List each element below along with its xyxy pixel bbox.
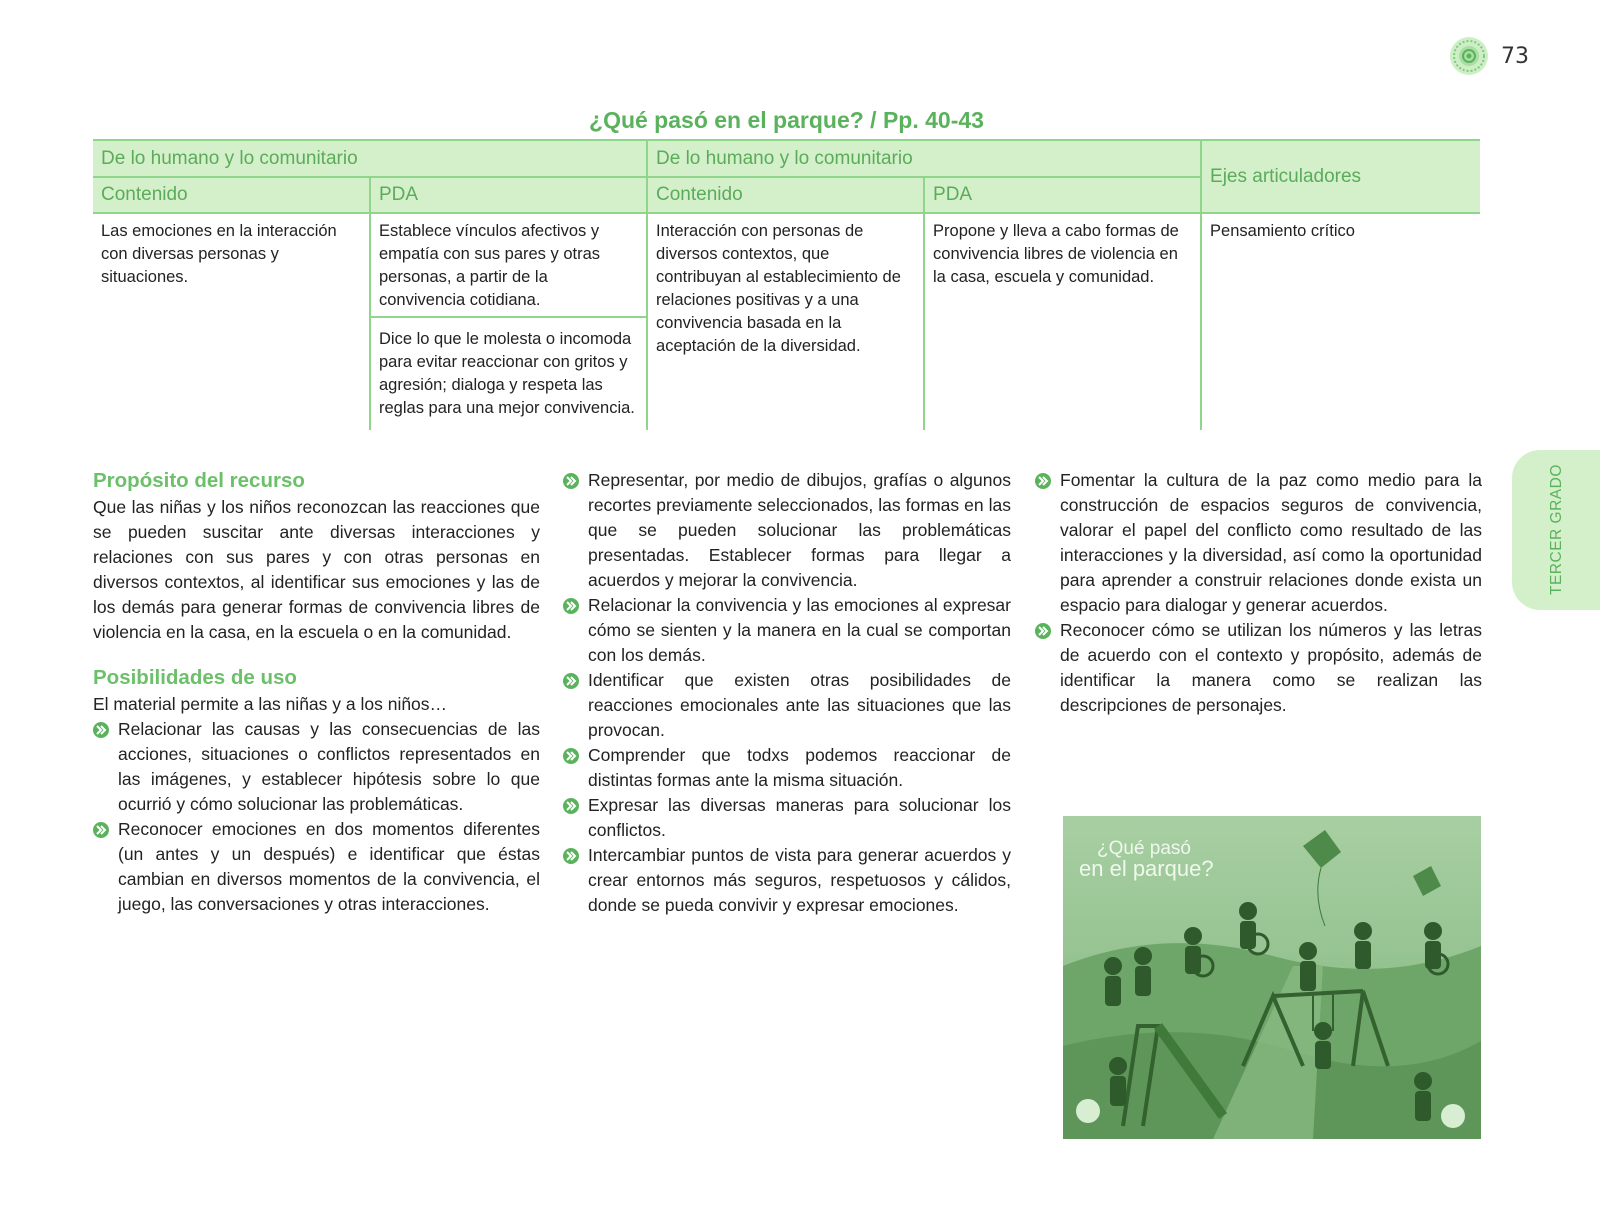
column-right	[1035, 468, 1482, 718]
pda-cell-1	[370, 213, 647, 430]
double-chevron-right-icon	[563, 798, 579, 814]
contenido-cell-1: Las emociones en la interacción con diversas personas y situaciones.	[101, 222, 337, 286]
list-item: Expresar las diversas maneras para solucionar los conflictos.	[563, 793, 1011, 843]
contenido-cell-2: Interacción con personas de diversos contextos, que contribuyan al establecimiento de relaciones positivas y a una convivencia basada en la aceptación de la diversidad.	[647, 213, 924, 430]
proposito-heading: Propósito del recurso	[93, 469, 305, 492]
double-chevron-right-icon	[563, 748, 579, 764]
grade-side-tab-label: TERCER GRADO	[1548, 464, 1565, 595]
list-item: Reconocer emociones en dos momentos diferentes (un antes y un después) e identificar que éstas cambian en diversos momentos de la convivencia, el juego, las conversaciones y otras interacciones.	[93, 817, 540, 917]
posibilidades-intro: El material permite a las niñas y a los niños…	[93, 694, 448, 714]
double-chevron-right-icon	[563, 598, 579, 614]
proposito-text: Que las niñas y los niños reconozcan las reacciones que se pueden suscitar ante diversas interacciones y relaciones con sus pares y con otras personas en diversos contextos, al identificar sus emociones y las de los demás para generar formas de convivencia libres de violencia en la casa, en la escuela o en la comunidad.	[93, 497, 540, 642]
double-chevron-right-icon	[1035, 623, 1051, 639]
table-title: ¿Qué pasó en el parque? / Pp. 40-43	[589, 107, 984, 133]
pda-item: Establece vínculos afectivos y empatía con sus pares y otras personas, a partir de la convivencia cotidiana.	[379, 222, 601, 309]
group-header-1: De lo humano y lo comunitario	[93, 140, 647, 177]
list-item: Intercambiar puntos de vista para generar acuerdos y crear entornos más seguros, respetuosos y cálidos, donde se pueda convivir y expresar emociones.	[563, 843, 1011, 918]
table-row	[93, 213, 1480, 430]
list-item: Identificar que existen otras posibilidades de reacciones emocionales ante las situaciones que las provocan.	[563, 668, 1011, 743]
posibilidades-list-2	[563, 468, 1011, 918]
contenido-header-1: Contenido	[93, 177, 370, 213]
list-item: Reconocer cómo se utilizan los números y las letras de acuerdo con el contexto y propósito, además de identificar la manera como se realizan las descripciones de personajes.	[1035, 618, 1482, 718]
curriculum-table	[93, 139, 1480, 430]
page-number: 73	[1501, 43, 1529, 69]
posibilidades-list-1	[93, 717, 540, 917]
pda-cell-2: Propone y lleva a cabo formas de convivencia libres de violencia en la casa, escuela y comunidad.	[924, 213, 1201, 430]
list-item: Relacionar las causas y las consecuencias de las acciones, situaciones o conflictos representados en las imágenes, y establecer hipótesis sobre lo que ocurrió y cómo solucionar las problemáticas.	[93, 717, 540, 817]
double-chevron-right-icon	[1035, 473, 1051, 489]
ejes-header: Ejes articuladores	[1201, 140, 1480, 213]
posibilidades-list-3	[1035, 468, 1482, 718]
cover-title-line2: en el parque?	[1079, 856, 1214, 881]
page-header	[1449, 36, 1529, 76]
list-item: Representar, por medio de dibujos, grafías o algunos recortes previamente seleccionados, las formas en las que se pueden solucionar las problemáticas presentadas. Establecer formas para llegar a acuerdos y mejorar la convivencia.	[563, 468, 1011, 593]
pda-header-2: PDA	[924, 177, 1201, 213]
double-chevron-right-icon	[563, 473, 579, 489]
double-chevron-right-icon	[563, 848, 579, 864]
ejes-cell: Pensamiento crítico	[1201, 213, 1480, 430]
list-item: Relacionar la convivencia y las emociones al expresar cómo se sienten y la manera en la cual se comportan con los demás.	[563, 593, 1011, 668]
spiral-sun-icon	[1449, 36, 1489, 76]
pda-header-1: PDA	[370, 177, 647, 213]
contenido-header-2: Contenido	[647, 177, 924, 213]
pda-item: Dice lo que le molesta o incomoda para evitar reaccionar con gritos y agresión; dialoga y respeta las reglas para una mejor convivencia.	[371, 316, 646, 424]
cover-title-line1: ¿Qué pasó	[1097, 838, 1191, 859]
posibilidades-heading: Posibilidades de uso	[93, 666, 297, 689]
double-chevron-right-icon	[93, 822, 109, 838]
list-item: Fomentar la cultura de la paz como medio para la construcción de espacios seguros de convivencia, valorar el papel del conflicto como resultado de las interacciones y la diversidad, así como la oportunidad para aprender a construir relaciones donde exista un espacio para dialogar y generar acuerdos.	[1035, 468, 1482, 618]
column-left	[93, 468, 540, 917]
list-item: Comprender que todxs podemos reaccionar de distintas formas ante la misma situación.	[563, 743, 1011, 793]
column-middle	[563, 468, 1011, 918]
group-header-2: De lo humano y lo comunitario	[647, 140, 1201, 177]
double-chevron-right-icon	[93, 722, 109, 738]
book-cover-illustration	[1063, 816, 1481, 1139]
double-chevron-right-icon	[563, 673, 579, 689]
